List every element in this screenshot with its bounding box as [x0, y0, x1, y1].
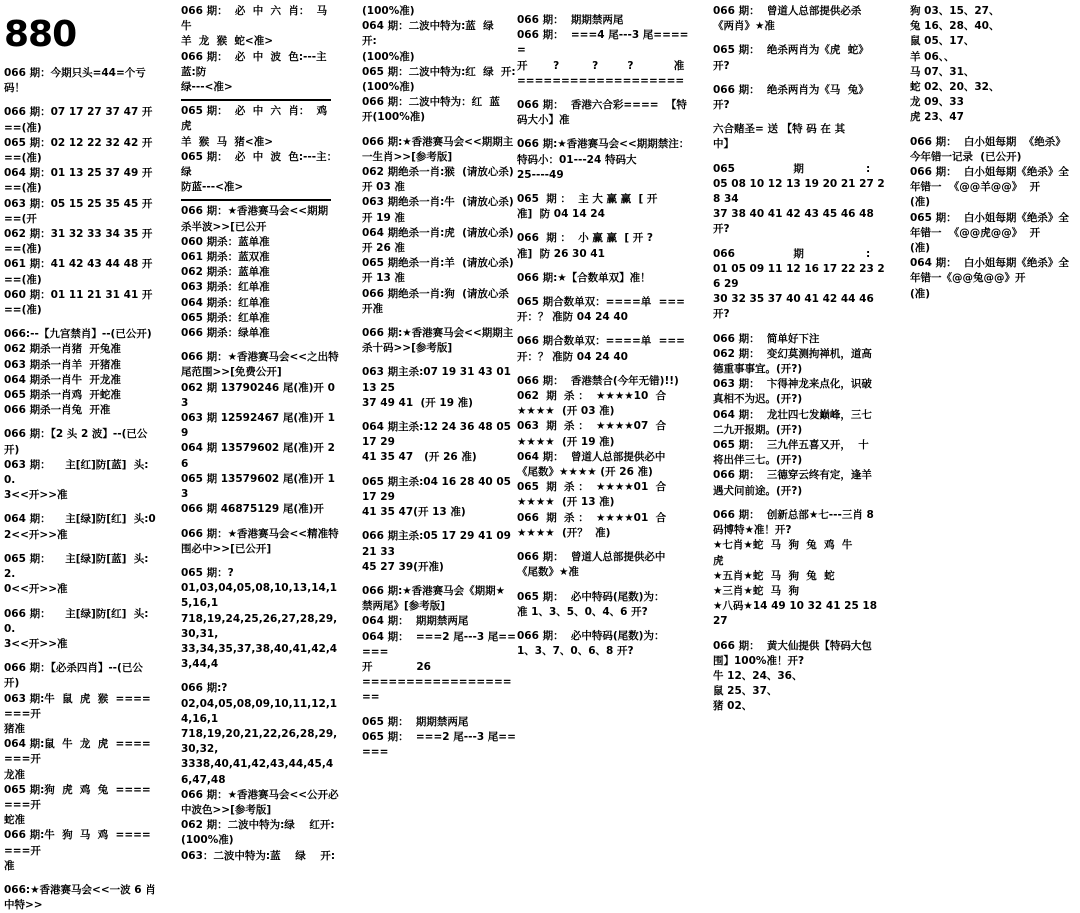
text-line: [181, 518, 341, 527]
text-line: 尾范围>>[免费公开]: [181, 366, 282, 379]
divider: [181, 199, 331, 201]
text-line: 羊 猴 马 猪<准>: [181, 135, 274, 148]
text-line: 066 期：【必杀四肖】--(已公开): [4, 662, 143, 690]
text-line: 开 26 准: [362, 242, 405, 255]
text-line: 065 期： 期期禁两尾: [362, 715, 469, 728]
text-line: 065 期： 必 中 六 肖： 鸡 虎: [181, 105, 335, 133]
text-line: 066 期： 曾道人总部提供必杀: [713, 5, 862, 17]
text-line: 一生肖>>[参考版]: [362, 150, 453, 163]
text-line: 虎: [713, 554, 724, 567]
text-line: 063 期 12592467 尾(准)开 19: [181, 412, 335, 440]
text-line: 41 35 47(开 13 准): [362, 506, 466, 519]
text-line: 066 期主杀:05 17 29 41 09 21 33: [362, 530, 515, 558]
text-line: 065 期杀：红单准: [181, 311, 270, 324]
text-line: 066 期:★香港赛马会《期期★: [362, 584, 506, 597]
text-line: 065 期： ===2 尾---3 尾=====: [362, 730, 516, 758]
text-line: [713, 34, 888, 43]
text-line: 063 期绝杀一肖:牛 (请放心杀): [362, 196, 514, 209]
text-line: 066 期： 白小姐每期 《绝杀》: [910, 135, 1066, 148]
text-line: (100%准): [181, 834, 234, 847]
text-line: 066 期：【2 头 2 波】--(已公开): [4, 428, 148, 456]
text-line: 060 期：01 11 21 31 41 开==(准): [4, 288, 153, 317]
text-line: 02,04,05,08,09,10,11,12,14,16,1: [181, 697, 338, 725]
text-line: [713, 630, 888, 639]
text-line: [713, 323, 888, 332]
text-line: 将出伴三七。(开?): [713, 454, 803, 467]
text-line: [362, 706, 520, 715]
column-1: [4, 66, 158, 913]
text-line: 开 ? ? ? 准: [517, 59, 685, 72]
text-line: ★五肖★蛇 马 狗 兔 蛇: [713, 569, 835, 582]
text-line: ===================: [517, 74, 685, 87]
text-line: 064 期： 期期禁两尾: [362, 615, 469, 628]
text-line: 063 期主杀:07 19 31 43 01 13 25: [362, 366, 515, 394]
text-line: 狗 03、15、27、: [910, 5, 1000, 17]
text-line: 二九开报期。(开?): [713, 423, 803, 436]
text-line: 062 期：二波中特为:绿 红开:: [181, 819, 335, 832]
text-line: 066 期： ===4 尾---3 尾=====: [517, 29, 689, 57]
text-line: 066 期：二波中特为：红 蓝: [362, 96, 500, 109]
text-line: 遇犬问前途。(开?): [713, 484, 803, 497]
text-line: 066 期： 必中特码(尾数)为：: [517, 629, 665, 642]
text-line: 鼠 25、37、: [713, 685, 778, 698]
column-2: [181, 4, 341, 864]
text-line: 3338,40,41,42,43,44,45,46,47,48: [181, 758, 334, 786]
text-line: 063 期： 主[红]防[蓝] 头:0.: [4, 458, 149, 487]
text-line: 羊 龙 猴 蛇<准>: [181, 35, 274, 48]
text-line: 围】100%准！开?: [713, 654, 805, 667]
text-line: 064 期：01 13 25 37 49 开==(准): [4, 167, 153, 195]
text-line: [4, 503, 158, 512]
text-line: 45 27 39(开准): [362, 560, 444, 573]
text-line: 牛 12、24、36、: [713, 669, 803, 682]
text-line: ★八码★14 49 10 32 41 25 18: [713, 600, 878, 613]
text-line: 33,34,35,37,38,40,41,42,43,44,4: [181, 642, 338, 671]
text-line: 065 期：?: [181, 566, 234, 579]
text-line: 围必中>>[已公开]: [181, 542, 272, 555]
text-line: 蛇准: [4, 814, 25, 827]
text-line: 龙 09、33: [910, 96, 964, 109]
text-line: 065 期 :: [713, 162, 871, 175]
text-line: 064 期 13579602 尾(准)开 26: [181, 442, 335, 470]
text-line: 062 期 杀 ： ★★★★10 合: [517, 390, 667, 403]
text-line: 《两肖》★准: [713, 20, 775, 33]
text-line: 063 期:牛 鼠 虎 猴 =======开: [4, 692, 151, 720]
text-line: 064 期： 龙壮四七发巅峰，三七: [713, 408, 872, 421]
text-line: 《尾数》★准: [517, 566, 579, 579]
text-line: 龙准: [4, 768, 25, 781]
column-5: [713, 4, 888, 715]
text-line: 065 期:狗 虎 鸡 兔 =======开: [4, 783, 151, 811]
text-line: 066 期：★香港赛马会<<之出特: [181, 351, 339, 364]
text-line: ★★★★ (开 13 准): [517, 496, 615, 509]
text-line: 1、3、7、0、6、8 开?: [517, 645, 634, 658]
text-line: [517, 262, 695, 271]
column-6: [910, 4, 1078, 302]
text-line: 066 期： 三德穿云终有定，逢羊: [713, 469, 872, 482]
text-line: 066:★香港赛马会<<一波 6 肖: [4, 883, 156, 896]
text-line: (100%准): [362, 50, 415, 63]
text-line: 开 26: [362, 660, 431, 673]
text-line: 063 期杀：红单准: [181, 281, 270, 294]
text-line: 066 期：★香港赛马会<<公开必: [181, 788, 339, 801]
text-line: 066 期： 简单好下注: [713, 332, 820, 345]
text-line: 062 期： 变幻莫测拘禅机，道高: [713, 347, 872, 360]
text-line: 066 期合数单双：====单 ===: [517, 335, 685, 348]
text-line: 065 期 ： 主 大 赢 赢 [ 开: [517, 193, 658, 206]
text-line: 《尾数》★★★★ (开 26 准): [517, 466, 653, 479]
text-line: [4, 874, 158, 883]
text-line: 066 期： 绝杀两肖为《马 兔》: [713, 83, 869, 96]
text-line: 065 期：二波中特为:红 绿 开:: [362, 65, 516, 78]
text-line: 066 期杀一肖兔 开准: [4, 404, 111, 417]
text-line: 41 35 47 (开 26 准): [362, 451, 477, 464]
text-line: 066 期:★香港赛马会<<期期主: [362, 327, 514, 340]
text-line: [517, 89, 695, 98]
text-line: (准): [910, 242, 931, 255]
text-line: 061 期杀：蓝双准: [181, 251, 270, 264]
text-line: 01 05 09 11 12 16 17 22 23 26 29: [713, 262, 885, 291]
text-line: 064 期： 主[绿]防[红] 头:0: [4, 513, 156, 526]
text-line: 065 期 13579602 尾(准)开 13: [181, 472, 335, 501]
text-line: 开 03 准: [362, 181, 405, 194]
text-line: 37 38 40 41 42 43 45 46 48 开?: [713, 208, 878, 236]
text-line: 064 期： 白小姐每期《绝杀》全: [910, 257, 1069, 270]
text-line: [4, 543, 158, 552]
text-line: [4, 652, 158, 661]
text-line: ★三肖★蛇 马 狗: [713, 584, 799, 597]
text-line: [517, 4, 695, 13]
text-line: 062 期绝杀一肖:猴 (请放心杀): [362, 166, 514, 179]
text-line: 羊 06、、: [910, 50, 955, 63]
text-line: [517, 286, 695, 295]
text-line: 中波色>>[参考版]: [181, 803, 272, 816]
text-line: 065 期：02 12 22 32 42 开==(准): [4, 136, 153, 165]
text-line: 066 期： 主[绿]防[红] 头:0.: [4, 607, 149, 635]
text-line: 年错一 《@@羊@@》 开: [910, 181, 1041, 194]
text-line: [713, 113, 888, 122]
text-line: 066 期： 白小姐每期《绝杀》全: [910, 166, 1069, 179]
text-line: 065 期合数单双：====单 ===: [517, 296, 685, 309]
text-line: 066 期 46875129 尾(准)开: [181, 503, 324, 516]
text-line: 065 期： 绝杀两肖为《虎 蛇》: [713, 44, 869, 57]
text-line: 开 13 准: [362, 272, 405, 285]
text-line: 开?: [713, 99, 730, 112]
text-line: 063 期 杀 ： ★★★★07 合: [517, 420, 667, 433]
text-line: 065 期主杀:04 16 28 40 05 17 29: [362, 475, 515, 503]
text-line: 064 期杀：红单准: [181, 296, 270, 309]
text-line: 准] 防 26 30 41: [517, 247, 605, 260]
text-line: 066 期:牛 狗 马 鸡 =======开: [4, 829, 151, 857]
text-line: [181, 341, 341, 350]
text-line: 杀半波>>[已公开: [181, 220, 267, 233]
text-line: [362, 466, 520, 475]
text-line: 3<<开>>准: [4, 637, 68, 650]
text-line: 蛇 02、20、32、: [910, 81, 1000, 94]
text-line: ★七肖★蛇 马 狗 兔 鸡 牛: [713, 539, 853, 552]
text-line: 065 期 杀 ： ★★★★01 合: [517, 481, 667, 494]
text-line: 066 期：★香港赛马会<<期期: [181, 205, 329, 218]
text-line: 2<<开>>准: [4, 528, 68, 541]
text-line: [713, 238, 888, 247]
text-line: [517, 365, 695, 374]
text-line: [362, 126, 520, 135]
text-line: 061 期：41 42 43 44 48 开==(准): [4, 258, 153, 286]
text-line: 062 期 13790246 尾(准)开 03: [181, 381, 335, 409]
text-line: 066 期： 期期禁两尾: [517, 14, 624, 26]
text-line: 开：？ 准防 04 24 40: [517, 350, 628, 363]
text-line: 六合赌圣= 送 【特 码 在 其: [713, 123, 846, 136]
text-line: 065 期： 主[绿]防[蓝] 头:2.: [4, 552, 149, 581]
text-line: 066 期 :: [713, 247, 871, 260]
text-line: 37 49 41 (开 19 准): [362, 396, 473, 409]
text-line: 准] 防 04 14 24: [517, 208, 605, 221]
text-line: 060 期杀：蓝单准: [181, 235, 270, 248]
text-line: 杀十码>>[参考版]: [362, 342, 453, 355]
text-line: [362, 520, 520, 529]
text-line: 066 期：★香港赛马会<<精准特: [181, 527, 339, 540]
text-line: [517, 222, 695, 231]
text-line: 062 期：31 32 33 34 35 开==(准): [4, 228, 153, 256]
text-line: [517, 541, 695, 550]
text-line: 防蓝---<准>: [181, 181, 244, 194]
text-line: 码大小】准: [517, 114, 570, 127]
text-line: 绿---<准>: [181, 81, 233, 94]
text-line: 066 期： 香港禁合(今年无错)!!): [517, 374, 679, 387]
text-line: 064 期：二波中特为:蓝 绿 开:: [362, 20, 509, 48]
text-line: 065 期： 白小姐每期《绝杀》全: [910, 211, 1069, 224]
text-line: 德重事事宜。(开?): [713, 363, 803, 376]
text-line: 禁两尾》[参考版]: [362, 600, 446, 613]
text-line: 25----49: [517, 168, 564, 181]
text-line: 066 期:★【合数单双】准！: [517, 271, 651, 284]
text-line: (100%准): [362, 81, 415, 94]
text-line: 066 期： 必 中 六 肖： 马 牛: [181, 5, 335, 33]
text-line: [362, 356, 520, 365]
text-line: 01,03,04,05,08,10,13,14,15,16,1: [181, 582, 338, 610]
text-line: 准: [4, 859, 15, 872]
text-line: 年错一《@@兔@@》开: [910, 272, 1026, 285]
text-line: 718,19,20,21,22,26,28,29,30,32,: [181, 727, 338, 756]
text-line: 今年错一记录 (已公开): [910, 150, 1022, 163]
text-line: 虎 23、47: [910, 111, 964, 124]
text-line: 0<<开>>准: [4, 583, 68, 596]
text-line: 开(100%准): [362, 111, 426, 124]
text-line: [517, 128, 695, 137]
text-line: ★★★★ (开？ 准): [517, 526, 611, 539]
text-line: 066 期杀：绿单准: [181, 327, 270, 340]
text-line: 真相不为迟。(开?): [713, 393, 803, 406]
text-line: 064 期绝杀一肖:虎 (请放心杀): [362, 226, 514, 239]
text-line: [362, 575, 520, 584]
text-line: 063 期杀一肖羊 开猪准: [4, 358, 121, 371]
text-line: 065 期绝杀一肖:羊 (请放心杀): [362, 257, 514, 270]
divider: [181, 99, 331, 101]
text-line: [362, 411, 520, 420]
text-line: [713, 74, 888, 83]
logo: 880: [4, 14, 77, 55]
text-line: 066 期： 曾道人总部提供必中: [517, 551, 666, 564]
text-line: 718,19,24,25,26,27,28,29,30,31,: [181, 612, 338, 640]
text-line: [362, 317, 520, 326]
text-line: 猪准: [4, 722, 25, 735]
text-line: 码博特★准！开?: [713, 524, 792, 537]
text-line: [181, 672, 341, 681]
text-line: (准): [910, 287, 931, 300]
text-line: 3<<开>>准: [4, 489, 68, 502]
text-line: 066 期 ： 小 赢 赢 [ 开 ?: [517, 232, 654, 245]
text-line: 开?: [713, 59, 730, 72]
text-line: [181, 557, 341, 566]
text-line: 064 期： 曾道人总部提供必中: [517, 450, 666, 463]
text-line: [713, 153, 888, 162]
text-line: 066 期绝杀一肖:狗 (请放心杀: [362, 287, 509, 300]
column-3: [362, 4, 520, 760]
text-line: (100%准): [362, 5, 415, 17]
column-4: [517, 4, 695, 659]
text-line: ===================: [362, 676, 512, 704]
text-line: 064 期:鼠 牛 龙 虎 =======开: [4, 738, 151, 766]
text-line: 27: [713, 615, 728, 628]
text-line: 066 期：07 17 27 37 47 开==(准): [4, 106, 153, 134]
text-line: 中特>>: [4, 899, 43, 912]
text-line: 05 08 10 12 13 19 20 21 27 28 34: [713, 177, 885, 206]
text-line: 066:--【九宫禁肖】--(已公开): [4, 328, 152, 341]
text-line: 兔 16、28、40、: [910, 20, 1000, 33]
text-line: 064 期： ===2 尾---3 尾=====: [362, 630, 516, 658]
text-line: [910, 126, 1078, 135]
text-line: 062 期杀：蓝单准: [181, 266, 270, 279]
text-line: 062 期杀一肖猪 开兔准: [4, 343, 121, 356]
text-line: 064 期主杀:12 24 36 48 05 17 29: [362, 421, 515, 449]
text-line: ★★★★ (开 03 准): [517, 405, 615, 418]
text-line: [517, 183, 695, 192]
text-line: 066 期：今期只头=44=个亏码！: [4, 67, 146, 95]
text-line: [517, 620, 695, 629]
text-line: 066 期： 必 中 波 色:---主蓝:防: [181, 50, 327, 78]
text-line: 063 期：05 15 25 35 45 开==(开: [4, 197, 153, 225]
text-line: 中】: [713, 138, 734, 151]
text-line: 开准: [362, 302, 383, 315]
text-line: (准): [910, 196, 931, 209]
text-line: 065 期： 三九伴五喜又开， 十: [713, 439, 869, 452]
text-line: 30 32 35 37 40 41 42 44 46 开?: [713, 293, 878, 321]
text-line: 065 期： 必 中 波 色:---主：绿: [181, 150, 338, 179]
text-line: 066 期:★香港赛马会<<期期主: [362, 135, 514, 148]
text-line: 年错一 《@@虎@@》 开: [910, 226, 1041, 239]
text-line: 066 期： 香港六合彩==== 【特: [517, 99, 687, 112]
text-line: 猪 02、: [713, 700, 753, 713]
text-line: ★★★★ (开 19 准): [517, 435, 615, 448]
text-line: 065 期： 必中特码(尾数)为：: [517, 590, 665, 603]
text-line: 066 期:★香港赛马会<<期期禁注： 特码小：01---24 特码大: [517, 138, 697, 166]
text-line: 开 19 准: [362, 211, 405, 224]
text-line: [517, 581, 695, 590]
text-line: 065 期杀一肖鸡 开蛇准: [4, 389, 121, 402]
text-line: 开：？ 准防 04 24 40: [517, 311, 628, 324]
text-line: [4, 598, 158, 607]
text-line: [713, 499, 888, 508]
text-line: 064 期杀一肖牛 开龙准: [4, 373, 121, 386]
text-line: 准 1、3、5、0、4、6 开?: [517, 605, 648, 618]
text-line: [4, 418, 158, 427]
text-line: [4, 318, 158, 327]
text-line: 063：二波中特为:蓝 绿 开:: [181, 849, 336, 862]
text-line: [517, 325, 695, 334]
text-line: 066 期： 黄大仙提供【特码大包: [713, 639, 872, 652]
text-line: 066 期： 创新总部★七---三肖 8: [713, 508, 874, 521]
text-line: 马 07、31、: [910, 65, 975, 78]
text-line: 066 期 杀 ： ★★★★01 合: [517, 511, 667, 524]
text-line: 066 期:?: [181, 682, 228, 695]
text-line: 鼠 05、17、: [910, 35, 975, 48]
text-line: 063 期： 卞得神龙来点化，识破: [713, 378, 872, 391]
text-line: [4, 96, 158, 105]
